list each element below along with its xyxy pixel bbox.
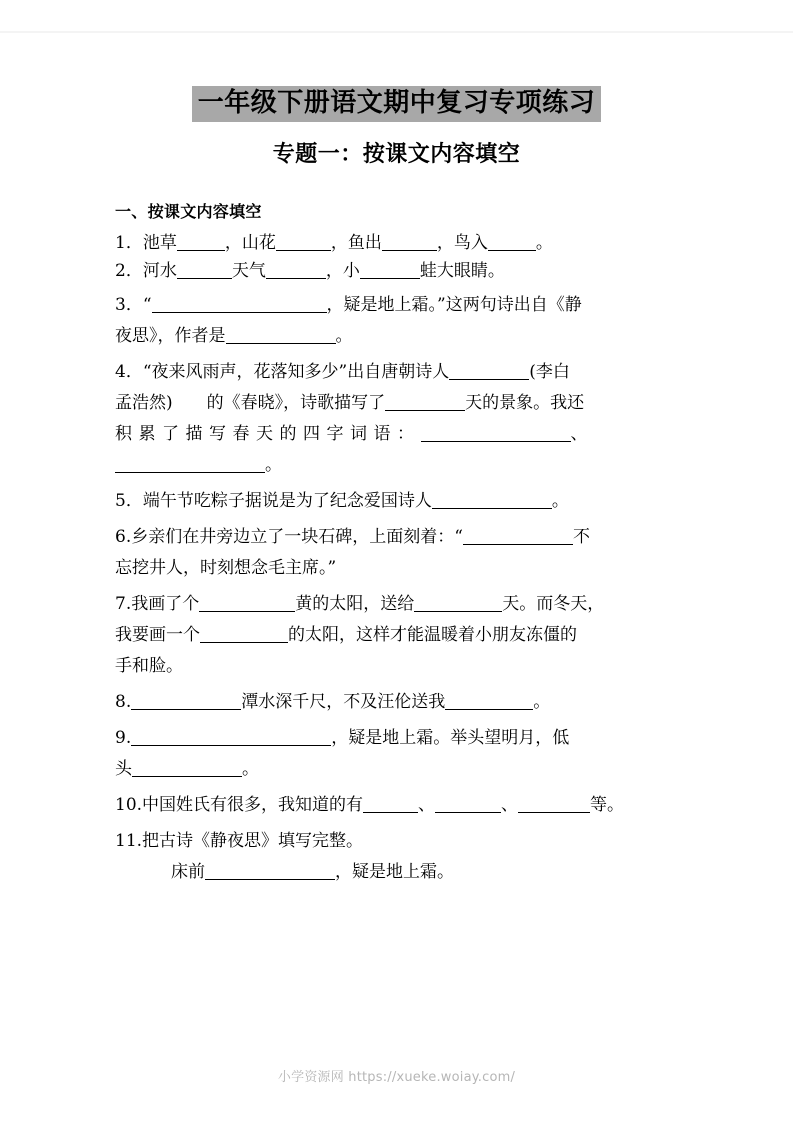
question-6-number: 6. [115,527,132,547]
question-1-text-4: ，鸟入 [436,233,488,253]
blank-field[interactable] [432,491,552,509]
question-9 [115,723,677,785]
blank-field[interactable] [463,527,573,545]
question-4 [115,357,677,481]
question-4-text-3: 孟浩然) [115,393,173,413]
question-11-text-1: 把古诗《静夜思》填写完整。 [142,831,364,851]
question-10-text-4: 等。 [590,795,625,815]
question-3-text-4: 。 [335,326,353,346]
question-11-number: 11. [115,831,143,851]
question-9-text-1: ，疑是地上霜。举头望明月，低 [331,728,570,748]
question-3-text-1: “ [142,295,152,315]
question-7-text-2: 黄的太阳，送给 [295,594,415,614]
question-8-number: 8. [115,692,132,712]
question-7 [115,589,677,682]
question-8 [115,687,677,718]
question-5-text-1: 端午节吃粽子据说是为了纪念爱国诗人 [142,491,432,511]
question-4-text-2: (李白 [529,362,570,382]
question-2-number: 2． [115,261,143,281]
blank-field[interactable] [421,424,571,442]
question-11 [115,826,677,888]
question-10-text-1: 中国姓氏有很多，我知道的有 [142,795,364,815]
blank-field[interactable] [518,795,590,813]
question-7-text-1: 我画了个 [131,594,200,614]
blank-field[interactable] [177,261,232,279]
blank-field[interactable] [445,692,533,710]
page-title: 一年级下册语文期中复习专项练习 [192,86,602,122]
question-6 [115,522,677,584]
question-11-text-3: ，疑是地上霜。 [335,862,454,882]
blank-field[interactable] [488,233,536,251]
question-7-text-3: 天。而冬天， [502,594,605,614]
question-7-text-4: 我要画一个 [115,625,200,645]
blank-field[interactable] [115,455,265,473]
page-subtitle: 专题一：按课文内容填空 [272,142,521,167]
question-6-text-3: 忘挖井人，时刻想念毛主席。” [115,558,337,578]
question-4-number: 4． [115,362,143,382]
question-4-text-6: 积累了描写春天的四字词语： [115,424,421,444]
sub-title-row [0,140,793,170]
question-4-text-8: 。 [265,455,282,475]
question-6-text-2: 不 [572,527,590,547]
question-2-text-1: 河水 [142,261,177,281]
question-1-text-3: ，鱼出 [330,233,382,253]
blank-field[interactable] [385,393,465,411]
blank-field[interactable] [199,594,295,612]
blank-field[interactable] [449,362,529,380]
question-3-text-3: 夜思》，作者是 [115,326,226,346]
blank-field[interactable] [152,295,327,313]
main-title-row [0,86,793,122]
question-1 [115,229,677,257]
question-7-number: 7. [115,594,132,614]
question-5 [115,486,677,517]
question-1-text-5: 。 [535,233,553,253]
question-10-number: 10. [115,795,143,815]
question-8-text-1: 潭水深千尺，不及汪伦送我 [241,692,446,712]
question-5-number: 5． [115,491,143,511]
question-10 [115,790,677,821]
blank-field[interactable] [200,625,288,643]
footer-watermark: 小学资源网 https://xueke.woiay.com/ [277,1070,516,1085]
question-3-text-2: ，疑是地上霜。”这两句诗出自《静 [326,295,582,315]
question-3 [115,290,677,352]
section-heading: 一、按课文内容填空 [115,202,262,221]
question-10-text-2: 、 [418,795,436,815]
blank-field[interactable] [360,261,420,279]
blank-field[interactable] [435,795,501,813]
question-7-text-6: 手和脸。 [115,656,183,676]
question-1-text-2: ，山花 [224,233,276,253]
blank-field[interactable] [132,759,242,777]
blank-field[interactable] [276,233,331,251]
question-4-text-4: 的《春晓》，诗歌描写了 [206,393,386,413]
question-4-text-5: 天的景象。我还 [465,393,585,413]
question-5-text-2: 。 [551,491,569,511]
blank-field[interactable] [266,261,326,279]
blank-field[interactable] [177,233,225,251]
blank-field[interactable] [226,326,336,344]
blank-field[interactable] [131,728,331,746]
question-9-text-2: 头 [115,759,132,779]
question-4-text-7: 、 [570,424,588,444]
question-6-text-1: 乡亲们在井旁边立了一块石碑，上面刻着：“ [131,527,463,547]
question-3-number: 3． [115,295,143,315]
question-2-text-3: ，小 [325,261,360,281]
question-9-text-3: 。 [242,759,259,779]
question-1-number: 1． [115,233,143,253]
scan-artifact-line [0,31,793,33]
blank-field[interactable] [205,862,335,880]
question-7-text-5: 的太阳，这样才能温暖着小朋友冻僵的 [288,625,577,645]
question-2-text-4: 蛙大眼睛。 [419,261,505,281]
question-10-text-3: 、 [501,795,519,815]
question-2-text-2: 天气 [231,261,266,281]
question-1-text-1: 池草 [142,233,177,253]
question-8-text-2: 。 [533,692,551,712]
question-9-number: 9. [115,728,132,748]
blank-field[interactable] [131,692,241,710]
question-2 [115,257,677,285]
question-11-text-2: 床前 [171,862,205,882]
blank-field[interactable] [363,795,418,813]
question-4-text-1: “夜来风雨声，花落知多少”出自唐朝诗人 [142,362,450,382]
blank-field[interactable] [382,233,437,251]
worksheet-content [115,199,677,888]
blank-field[interactable] [414,594,502,612]
